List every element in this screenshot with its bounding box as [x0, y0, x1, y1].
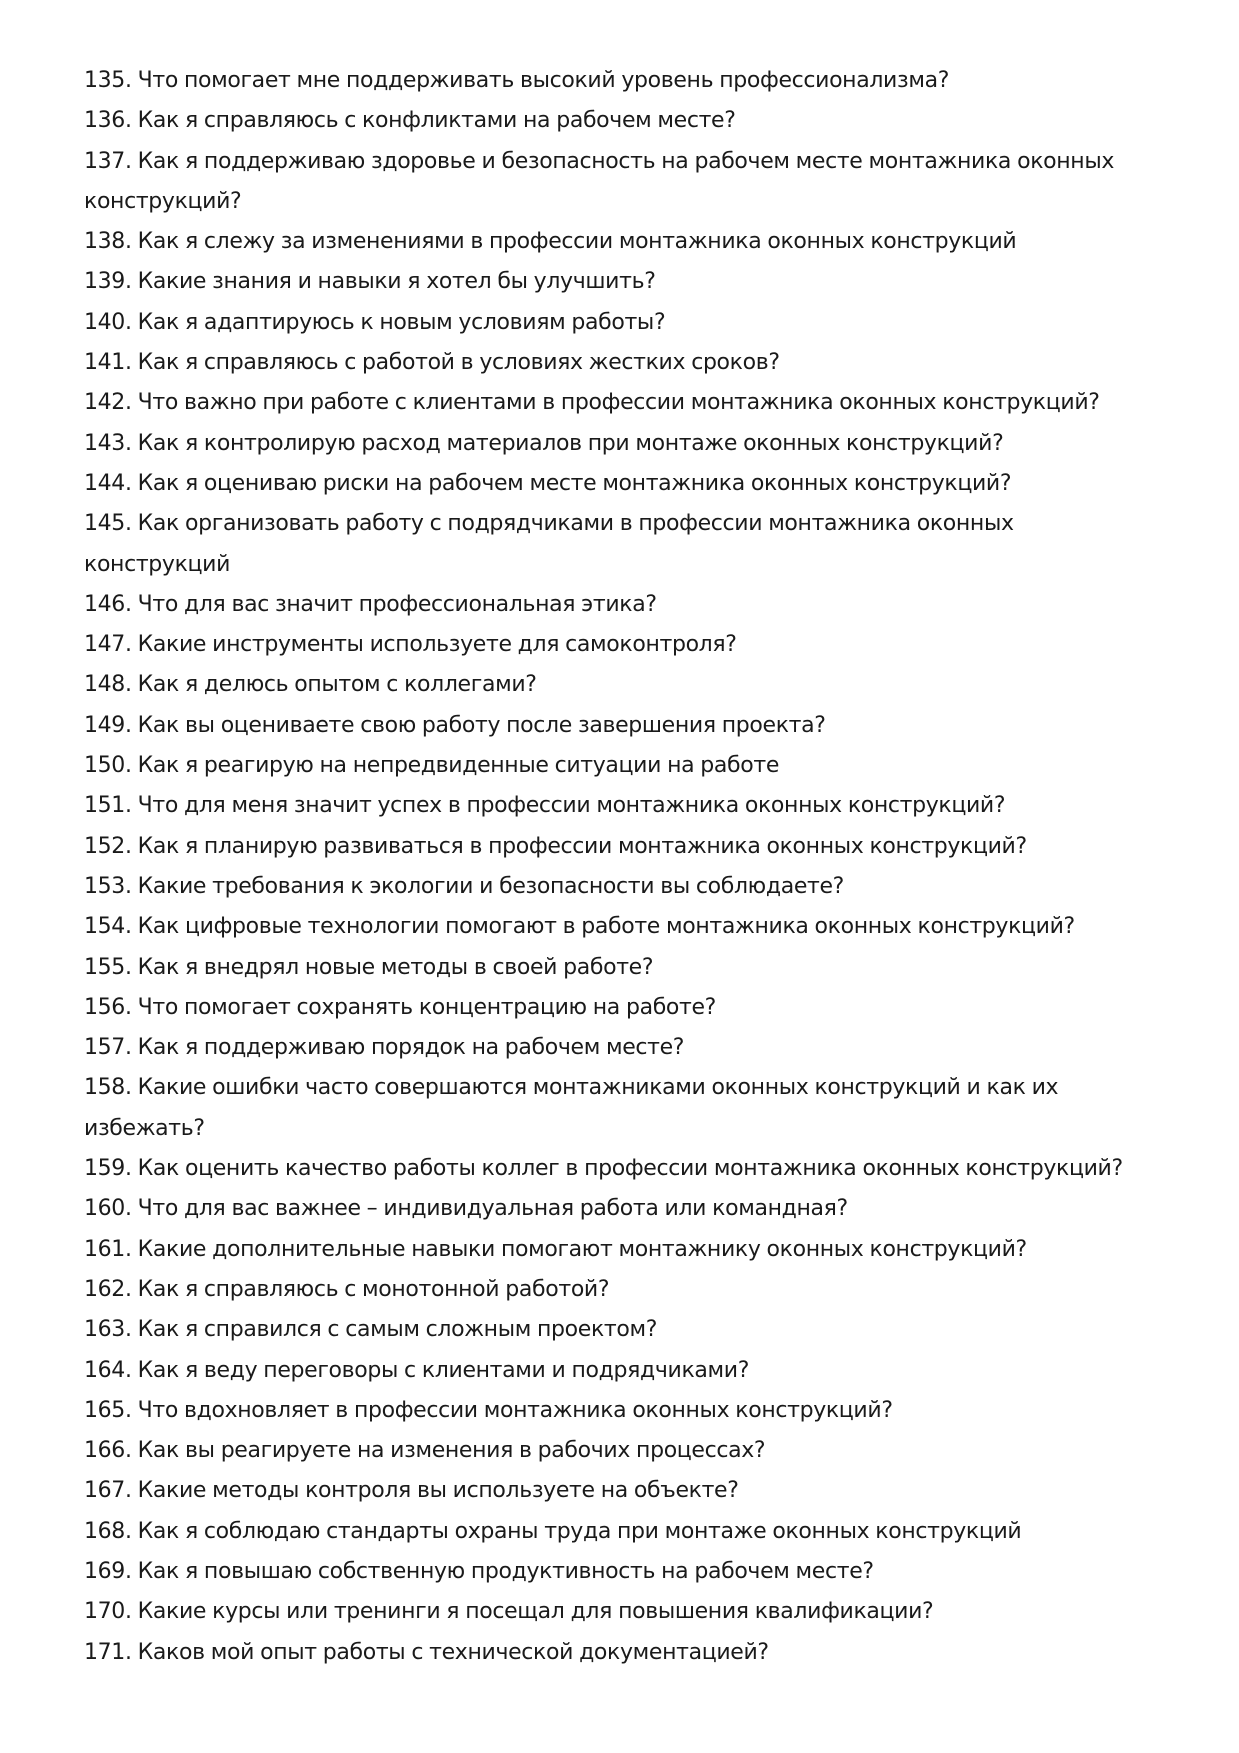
question-item: 143. Как я контролирую расход материалов при монтаже оконных конструкций? [84, 430, 1004, 456]
question-item: 136. Как я справляюсь с конфликтами на рабочем месте? [84, 108, 736, 134]
question-item: 153. Какие требования к экологии и безопасности вы соблюдаете? [84, 873, 845, 899]
question-item: 169. Как я повышаю собственную продуктивность на рабочем месте? [84, 1558, 874, 1584]
question-item: 135. Что помогает мне поддерживать высокий уровень профессионализма? [84, 68, 950, 93]
question-item: 144. Как я оцениваю риски на рабочем месте монтажника оконных конструкций? [84, 470, 1012, 496]
question-item: 156. Что помогает сохранять концентрацию на работе? [84, 994, 717, 1020]
question-item: 148. Как я делюсь опытом с коллегами? [84, 672, 537, 698]
question-item: 141. Как я справляюсь с работой в условиях жестких сроков? [84, 350, 780, 376]
question-item: 162. Как я справляюсь с монотонной работой? [84, 1276, 610, 1302]
question-item: 159. Как оценить качество работы коллег в профессии монтажника оконных конструкций? [84, 1156, 1123, 1182]
question-item: 145. Как организовать работу с подрядчиками в профессии монтажника оконных конструкций [84, 511, 1014, 577]
question-item: 154. Как цифровые технологии помогают в работе монтажника оконных конструкций? [84, 914, 1075, 940]
question-item: 171. Каков мой опыт работы с технической документацией? [84, 1639, 769, 1665]
question-item: 158. Какие ошибки часто совершаются монтажниками оконных конструкций и как их избежать? [84, 1075, 1059, 1141]
question-item: 151. Что для меня значит успех в профессии монтажника оконных конструкций? [84, 793, 1006, 819]
question-item: 170. Какие курсы или тренинги я посещал для повышения квалификации? [84, 1599, 934, 1625]
question-item: 146. Что для вас значит профессиональная этика? [84, 591, 657, 617]
question-item: 142. Что важно при работе с клиентами в профессии монтажника оконных конструкций? [84, 390, 1100, 416]
question-item: 137. Как я поддерживаю здоровье и безопасность на рабочем месте монтажника оконных конструкций? [84, 148, 1115, 214]
question-item: 138. Как я слежу за изменениями в профессии монтажника оконных конструкций [84, 229, 1017, 255]
question-item: 166. Как вы реагируете на изменения в рабочих процессах? [84, 1438, 766, 1464]
question-item: 160. Что для вас важнее – индивидуальная работа или командная? [84, 1196, 848, 1222]
question-item: 157. Как я поддерживаю порядок на рабочем месте? [84, 1035, 685, 1061]
question-item: 150. Как я реагирую на непредвиденные ситуации на работе [84, 753, 780, 779]
question-item: 139. Какие знания и навыки я хотел бы улучшить? [84, 269, 656, 295]
question-item: 164. Как я веду переговоры с клиентами и подрядчиками? [84, 1357, 750, 1383]
question-item: 163. Как я справился с самым сложным проектом? [84, 1317, 658, 1343]
question-item: 140. Как я адаптируюсь к новым условиям работы? [84, 309, 666, 335]
question-item: 168. Как я соблюдаю стандарты охраны труда при монтаже оконных конструкций [84, 1518, 1022, 1544]
question-item: 155. Как я внедрял новые методы в своей работе? [84, 954, 654, 980]
question-item: 161. Какие дополнительные навыки помогают монтажнику оконных конструкций? [84, 1236, 1027, 1262]
question-item: 147. Какие инструменты используете для самоконтроля? [84, 632, 737, 658]
question-item: 149. Как вы оцениваете свою работу после завершения проекта? [84, 712, 826, 738]
question-item: 167. Какие методы контроля вы используете на объекте? [84, 1478, 739, 1504]
question-item: 165. Что вдохновляет в профессии монтажника оконных конструкций? [84, 1397, 893, 1423]
question-item: 152. Как я планирую развиваться в профессии монтажника оконных конструкций? [84, 833, 1027, 859]
question-list [84, 61, 1159, 1673]
